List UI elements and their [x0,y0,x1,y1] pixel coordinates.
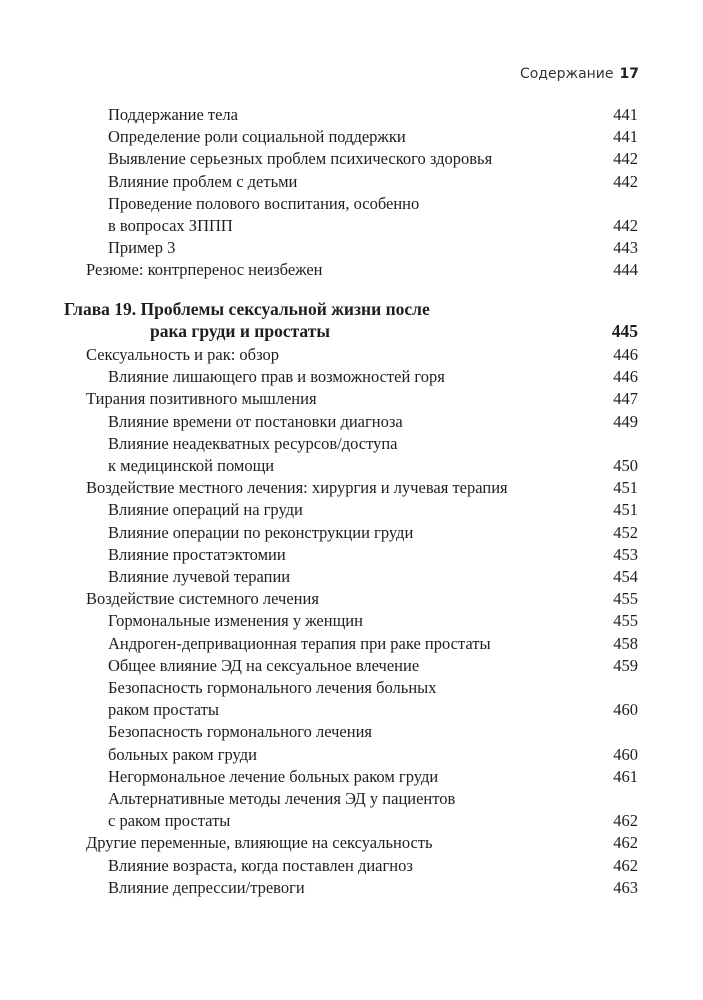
toc-entry-title: больных раком груди [108,744,257,764]
toc-page-number: 442 [613,216,638,235]
toc-page-number: 452 [613,522,638,542]
toc-entry-title: Поддержание тела [108,105,238,124]
toc-page-number: 460 [613,700,638,720]
toc-entry-title: Влияние лишающего прав и возможностей горя [108,367,445,387]
toc-entry-title: в вопросах ЗППП [108,216,233,235]
toc-page-number: 462 [613,833,638,853]
toc-entry-title: Альтернативные методы лечения ЭД у пациентов [108,789,456,808]
toc-entry-title: Влияние операции по реконструкции груди [108,522,414,542]
toc-page-number: 458 [613,633,638,653]
toc-page-number: 461 [613,766,638,786]
toc-entry-title: с раком простаты [108,811,231,831]
toc-entry-title: Тирания позитивного мышления [86,389,317,409]
toc-page-number: 462 [613,811,638,831]
toc-page-number: 463 [613,877,638,897]
toc-entry-title: Сексуальность и рак: обзор [86,345,279,364]
toc-page-number: 441 [613,105,638,124]
toc-page-number: 446 [613,345,638,364]
toc-page-number: 451 [613,478,638,498]
toc-entry-title: Влияние неадекватных ресурсов/доступа [108,433,398,453]
running-header [520,66,639,82]
toc-entry-title: к медицинской помощи [108,456,275,475]
toc-chapter-title: рака груди и простаты [150,320,330,341]
page-number: 17 [619,66,639,82]
toc-page-number: 443 [613,238,638,258]
toc-entry-title: Общее влияние ЭД на сексуальное влечение [108,655,420,675]
toc-entry-title: Резюме: контрперенос неизбежен [86,260,323,280]
toc-entry-title: Влияние депрессии/тревоги [108,877,305,897]
toc-entry-title: Другие переменные, влияющие на сексуальность [86,833,433,853]
toc-entry-title: Андроген-депривационная терапия при раке простаты [108,633,491,653]
toc-page-number: 447 [613,389,638,409]
toc-page-number: 451 [613,500,638,520]
toc-entry-title: Пример 3 [108,238,176,258]
toc-entry-title: Гормональные изменения у женщин [108,611,363,631]
toc-entry-title: Воздействие системного лечения [86,589,319,609]
toc-page-number: 459 [613,655,638,675]
toc-entry-title: Негормональное лечение больных раком груди [108,766,439,786]
toc-page-number: 455 [613,611,638,631]
toc-entry-title: Определение роли социальной поддержки [108,127,406,147]
toc-page-number: 442 [613,149,638,169]
running-header-label: Содержание [519,66,614,82]
toc-page-number: 444 [613,260,638,280]
toc-entry-title: Выявление серьезных проблем психического здоровья [108,149,493,169]
toc-page-number: 449 [613,411,638,431]
toc-entry-title: раком простаты [108,700,219,720]
toc-page-number: 453 [613,544,638,564]
toc-page-number: 441 [613,127,638,147]
toc-page-number: 455 [613,589,638,609]
toc-entry-title: Влияние операций на груди [108,500,303,520]
toc-page-number: 446 [613,367,638,387]
toc-entry-title: Воздействие местного лечения: хирургия и лучевая терапия [86,478,508,498]
toc-entry-title: Влияние проблем с детьми [108,171,298,191]
toc-page-number: 445 [611,320,638,341]
toc-page-number: 460 [613,744,638,764]
toc-entry-title: Влияние возраста, когда поставлен диагноз [108,855,413,875]
toc-entry-title: Влияние лучевой терапии [108,567,291,586]
toc-page-number: 462 [613,855,638,875]
toc-page-number: 450 [613,456,638,475]
toc-entry-title: Влияние простатэктомии [108,544,286,564]
toc-page-number: 442 [613,171,638,191]
toc-chapter-title: Глава 19. Проблемы сексуальной жизни после [64,298,430,319]
toc-entry-title: Влияние времени от постановки диагноза [108,411,403,431]
toc-entry-title: Проведение полового воспитания, особенно [108,193,420,213]
toc-entry-title: Безопасность гормонального лечения больных [108,678,437,697]
toc-page-number: 454 [613,567,638,586]
toc-entry-title: Безопасность гормонального лечения [108,722,373,742]
